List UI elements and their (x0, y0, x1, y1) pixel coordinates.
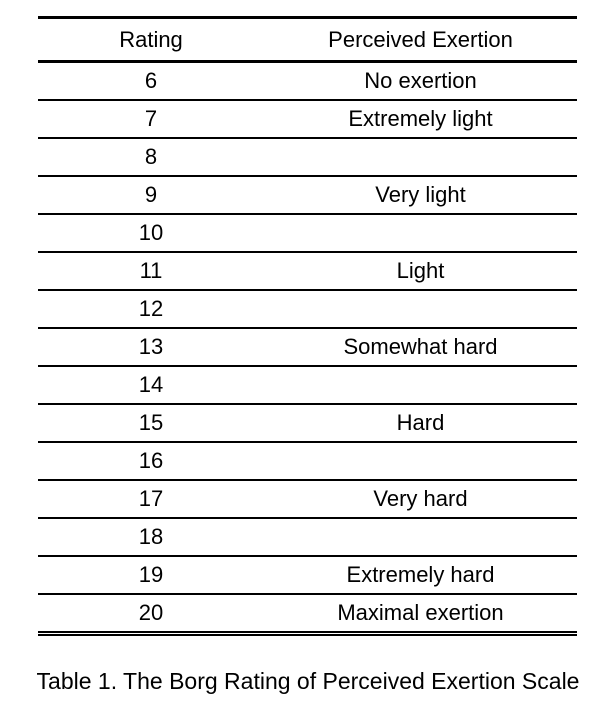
table-row (38, 252, 577, 290)
table-row (38, 290, 577, 328)
exertion-cell: Extremely light (264, 100, 577, 138)
table-row (38, 214, 577, 252)
table-row (38, 442, 577, 480)
exertion-cell: Very light (264, 176, 577, 214)
exertion-cell: Very hard (264, 480, 577, 518)
exertion-cell (264, 442, 577, 480)
table-row (38, 176, 577, 214)
rating-cell: 18 (38, 518, 264, 556)
rating-cell: 16 (38, 442, 264, 480)
rating-cell: 12 (38, 290, 264, 328)
rating-cell: 14 (38, 366, 264, 404)
rating-cell: 17 (38, 480, 264, 518)
exertion-cell: No exertion (264, 62, 577, 101)
exertion-cell (264, 290, 577, 328)
rating-cell: 15 (38, 404, 264, 442)
exertion-cell: Light (264, 252, 577, 290)
header-row (38, 18, 577, 62)
rating-cell: 8 (38, 138, 264, 176)
table-header (38, 18, 577, 62)
exertion-cell (264, 366, 577, 404)
exertion-cell: Hard (264, 404, 577, 442)
table-row (38, 366, 577, 404)
table-row (38, 518, 577, 556)
table-row (38, 62, 577, 101)
rating-cell: 20 (38, 594, 264, 634)
header-rating: Rating (38, 18, 264, 62)
rating-cell: 7 (38, 100, 264, 138)
rating-cell: 13 (38, 328, 264, 366)
table-row (38, 480, 577, 518)
table-row (38, 404, 577, 442)
rating-cell: 10 (38, 214, 264, 252)
exertion-cell (264, 518, 577, 556)
rating-cell: 11 (38, 252, 264, 290)
table-body (38, 62, 577, 634)
rating-cell: 9 (38, 176, 264, 214)
exertion-cell (264, 214, 577, 252)
exertion-cell: Somewhat hard (264, 328, 577, 366)
borg-scale-table-container (38, 16, 577, 636)
header-perceived-exertion: Perceived Exertion (264, 18, 577, 62)
rating-cell: 19 (38, 556, 264, 594)
table-caption: Table 1. The Borg Rating of Perceived Exertion Scale (36, 668, 580, 694)
table-row (38, 594, 577, 634)
table-row (38, 100, 577, 138)
borg-scale-table (38, 16, 577, 636)
exertion-cell: Maximal exertion (264, 594, 577, 634)
rating-cell: 6 (38, 62, 264, 101)
table-row (38, 556, 577, 594)
table-row (38, 328, 577, 366)
exertion-cell (264, 138, 577, 176)
table-row (38, 138, 577, 176)
exertion-cell: Extremely hard (264, 556, 577, 594)
